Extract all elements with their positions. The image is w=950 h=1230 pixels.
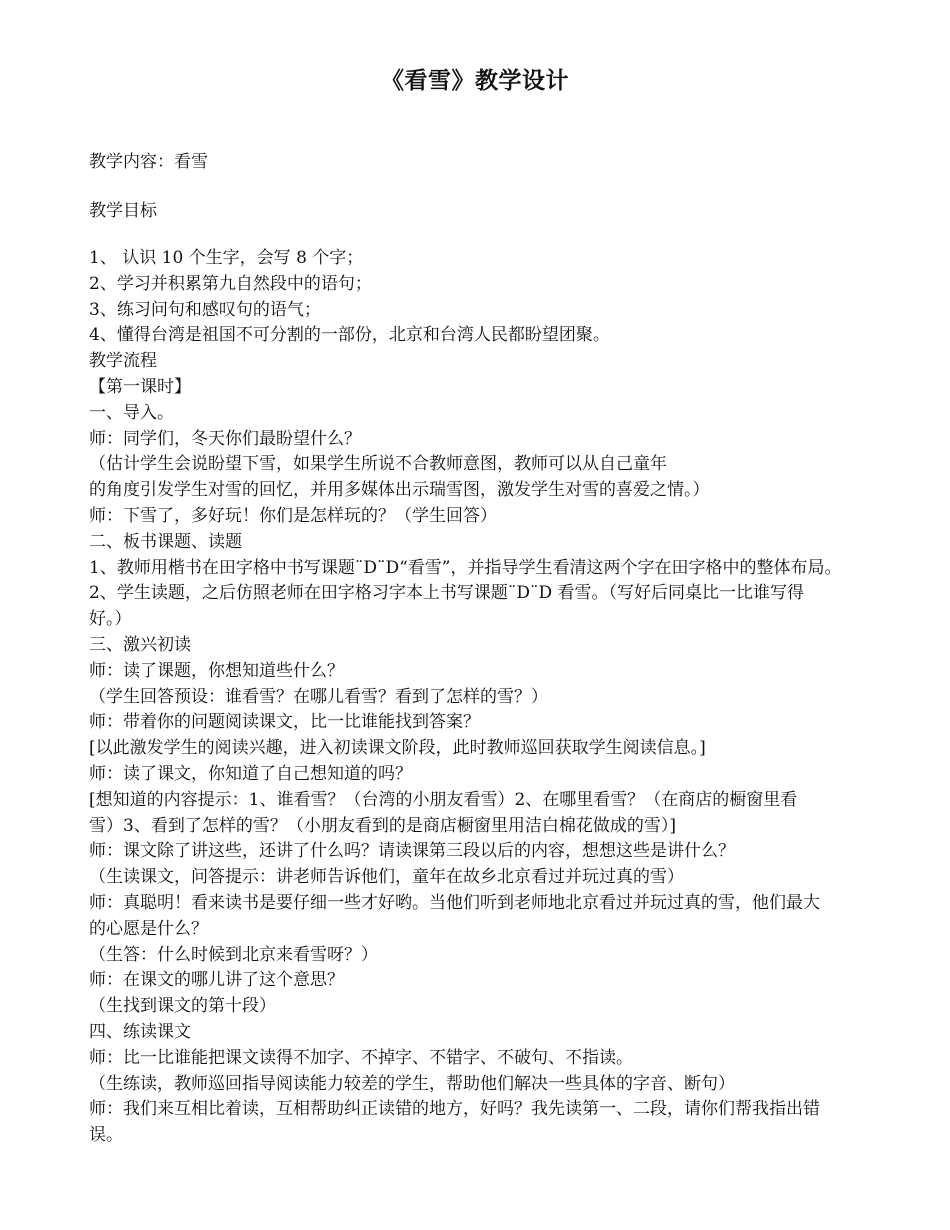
- text-line: 师：带着你的问题阅读课文，比一比谁能找到答案？: [89, 712, 480, 733]
- text-line: 好。）: [89, 609, 132, 630]
- teaching-content-label: 教学内容：看雪: [89, 152, 208, 172]
- section-heading: 教学流程: [89, 351, 157, 372]
- text-line: 的心愿是什么？: [89, 918, 208, 939]
- document-title: 《看雪》教学设计: [381, 67, 569, 94]
- text-line: 2、学生读题，之后仿照老师在田字格习字本上书写课题¨D¨D 看雪。（写好后同桌比一比谁写得: [89, 583, 804, 604]
- text-line: 师：在课文的哪儿讲了这个意思？: [89, 970, 344, 991]
- text-line: 师：读了课文，你知道了自己想知道的吗？: [89, 763, 412, 784]
- text-line: （生找到课文的第十段）: [89, 996, 276, 1017]
- text-line: 师：比一比谁能把课文读得不加字、不掉字、不错字、不破句、不指读。: [89, 1047, 633, 1068]
- text-line: （学生回答预设：谁看雪？在哪儿看雪？看到了怎样的雪？）: [89, 686, 548, 707]
- text-line: 师：课文除了讲这些，还讲了什么吗？请读课第三段以后的内容，想想这些是讲什么？: [89, 841, 735, 862]
- text-line: 师：读了课题，你想知道些什么？: [89, 660, 344, 681]
- text-line: [以此激发学生的阅读兴趣，进入初读课文阶段，此时教师巡回获取学生阅读信息。]: [89, 738, 706, 759]
- text-line: 师：我们来互相比着读，互相帮助纠正读错的地方，好吗？我先读第一、二段，请你们帮我指出错: [89, 1099, 820, 1120]
- text-line: 师：下雪了，多好玩！你们是怎样玩的？（学生回答）: [89, 505, 497, 526]
- section-heading: 三、激兴初读: [89, 634, 191, 655]
- text-line: 误。: [89, 1125, 123, 1146]
- section-heading: 四、练读课文: [89, 1021, 191, 1042]
- text-line: （生读课文，问答提示：讲老师告诉他们，童年在故乡北京看过并玩过真的雪）: [89, 867, 684, 888]
- teaching-objectives-heading: 教学目标: [89, 201, 157, 221]
- text-line: （估计学生会说盼望下雪，如果学生所说不合教师意图，教师可以从自己童年: [89, 454, 667, 475]
- objective-item: 2、学习并积累第九自然段中的语句；: [89, 273, 372, 294]
- text-line: 的角度引发学生对雪的回忆，并用多媒体出示瑞雪图，激发学生对雪的喜爱之情。）: [89, 480, 710, 501]
- objective-item: 3、练习问句和感叹句的语气；: [89, 299, 321, 320]
- objective-item: 4、懂得台湾是祖国不可分割的一部份，北京和台湾人民都盼望团聚。: [89, 325, 610, 346]
- text-line: （生答：什么时候到北京来看雪呀？）: [89, 944, 378, 965]
- text-line: 1、教师用楷书在田字格中书写课题¨D¨D“看雪”，并指导学生看清这两个字在田字格中的整体布局。: [89, 557, 842, 578]
- section-heading: 二、板书课题、读题: [89, 531, 242, 552]
- text-line: （生练读，教师巡回指导阅读能力较差的学生，帮助他们解决一些具体的字音、断句）: [89, 1073, 735, 1094]
- document-body: [89, 246, 909, 1149]
- section-heading: 一、导入。: [89, 402, 174, 423]
- lesson-label: 【第一课时】: [89, 376, 191, 397]
- text-line: 师：真聪明！看来读书是要仔细一些才好哟。当他们听到老师地北京看过并玩过真的雪，他们最大: [89, 892, 820, 913]
- text-line: 雪）3、看到了怎样的雪？（小朋友看到的是商店橱窗里用洁白棉花做成的雪）]: [89, 815, 676, 836]
- text-line: [想知道的内容提示：1、谁看雪？（台湾的小朋友看雪）2、在哪里看雪？（在商店的橱窗里看: [89, 789, 798, 810]
- objective-item: 1、 认识 10 个生字，会写 8 个字；: [89, 248, 364, 268]
- text-line: 师：同学们，冬天你们最盼望什么？: [89, 428, 361, 449]
